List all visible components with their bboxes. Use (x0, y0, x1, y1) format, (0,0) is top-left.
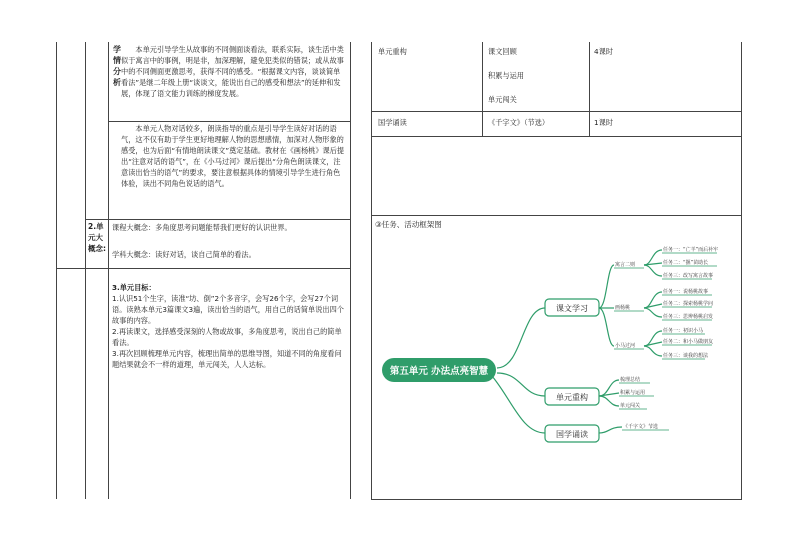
concept-label: 2.单元大概念: (88, 222, 106, 253)
mind-map-sub-label: 《千字文》节选 (623, 424, 659, 430)
mind-map-sub-label: 积累与运用 (620, 390, 646, 396)
mind-map-sub-label: 单元闯关 (620, 403, 641, 409)
table-border (108, 42, 109, 499)
analysis-paragraph-1: 本单元引导学生从故事的不同侧面谈看法，联系实际，谈生活中类似于寓言中的事例，明是非，加深理解，避免犯类似的错误；或从故事中的不同侧面更激思考，获得不同的感受。“根据课文内容，谈谈简单看法”是继二年级上册“谈谈文，能说出自己的感受和想法”的延伸和发展，体现了语文能力训练的梯度发展。 (121, 45, 344, 98)
mind-map-task-label: 任务一：初识小马 (663, 328, 704, 334)
table-border (372, 136, 741, 137)
row-content: 《千字文》（节选） (488, 118, 550, 127)
table-border (372, 215, 741, 216)
row-content: 积累与运用 (488, 71, 524, 80)
analysis-paragraph-2: 本单元人物对话较多，朗读指导的重点是引导学生读好对话的语气，这不仅有助于学生更好地理解人物的思想感情，加深对人物形象的感受，也为后面“有情地朗读课文”奠定基础。教材在《画杨桃》课后提出“注意对话的语气”，在《小马过河》课后提出“分角色朗读课文，注意读出恰当的语气”的要求，要注意根据具体的情境引导学生进行角色体验，读出不同角色说话的语气。 (121, 124, 345, 188)
goal-1: 1.认识51个生字，读准“坊、倒”2个多音字，会写26个字，会写27个词语。读熟本单元3篇课文3遍，读出恰当的语气，用自己的话简单说出四个故事的内容。 (112, 294, 344, 325)
subject-concept: 学科大概念：读好对话，谈自己简单的看法。 (112, 250, 256, 259)
table-border (56, 42, 57, 499)
table-border (372, 111, 741, 112)
table-border (85, 42, 86, 499)
mind-map-task-label: 任务二：和小马做朋友 (663, 339, 714, 345)
row-hours: 4课时 (594, 47, 613, 56)
framework-title: ③任务、活动框架图 (375, 220, 442, 229)
table-border (482, 42, 483, 136)
mind-map-task-label: 任务三：改写寓言故事 (663, 273, 714, 279)
mind-map-task-label: 任务三：思辨杨桃启发 (663, 314, 714, 320)
row-content: 课文回顾 (488, 47, 517, 56)
mind-map-sub-label: 小马过河 (615, 343, 636, 349)
goal-3: 3.再次回顾梳理单元内容，梳理出简单的思维导图，知道不同的角度看问题结果就会不一样的道理，单元闯关，人人达标。 (112, 349, 342, 369)
mind-map-task-label: 任务一：“亡羊”而后补牢 (663, 247, 719, 253)
mind-map-task-label: 任务二：探索杨桃学问 (663, 301, 714, 307)
mind-map-task-label: 任务三：谈我的想法 (663, 353, 709, 359)
table-border (371, 499, 742, 500)
table-border (85, 219, 350, 220)
mind-map-branch-label: 国学诵读 (556, 430, 588, 439)
goal-2: 2.再读课文，选择感受深刻的人物或故事，多角度思考，说出自己的简单看法。 (112, 327, 342, 347)
row-hours: 1课时 (594, 118, 613, 127)
mind-map-sub-label: 画杨桃 (615, 305, 631, 311)
mind-map-branch-label: 课文学习 (556, 304, 588, 313)
big-concept: 课程大概念：多角度思考问题能帮我们更好的认识世界。 (112, 223, 292, 232)
row-name: 单元重构 (378, 47, 407, 56)
mind-map-task-label: 任务一：说杨桃故事 (663, 289, 709, 295)
mind-map-branch-label: 单元重构 (556, 393, 588, 402)
goals-title: 3.单元目标： (112, 283, 156, 292)
row-name: 国学诵读 (378, 118, 407, 127)
table-border (56, 268, 350, 269)
mind-map-sub-label: 梳理总结 (620, 377, 641, 383)
mind-map (372, 230, 741, 498)
table-border (589, 42, 590, 136)
row-content: 单元闯关 (488, 95, 517, 104)
table-border (350, 42, 351, 499)
mind-map-sub-label: 寓言二则 (615, 262, 636, 268)
side-label: 学情分析 (113, 45, 121, 87)
table-border (741, 42, 742, 499)
mind-map-center-label: 第五单元 办法点亮智慧 (389, 366, 489, 377)
table-border (108, 121, 350, 122)
mind-map-task-label: 任务二：“揠”苗助长 (663, 260, 709, 266)
